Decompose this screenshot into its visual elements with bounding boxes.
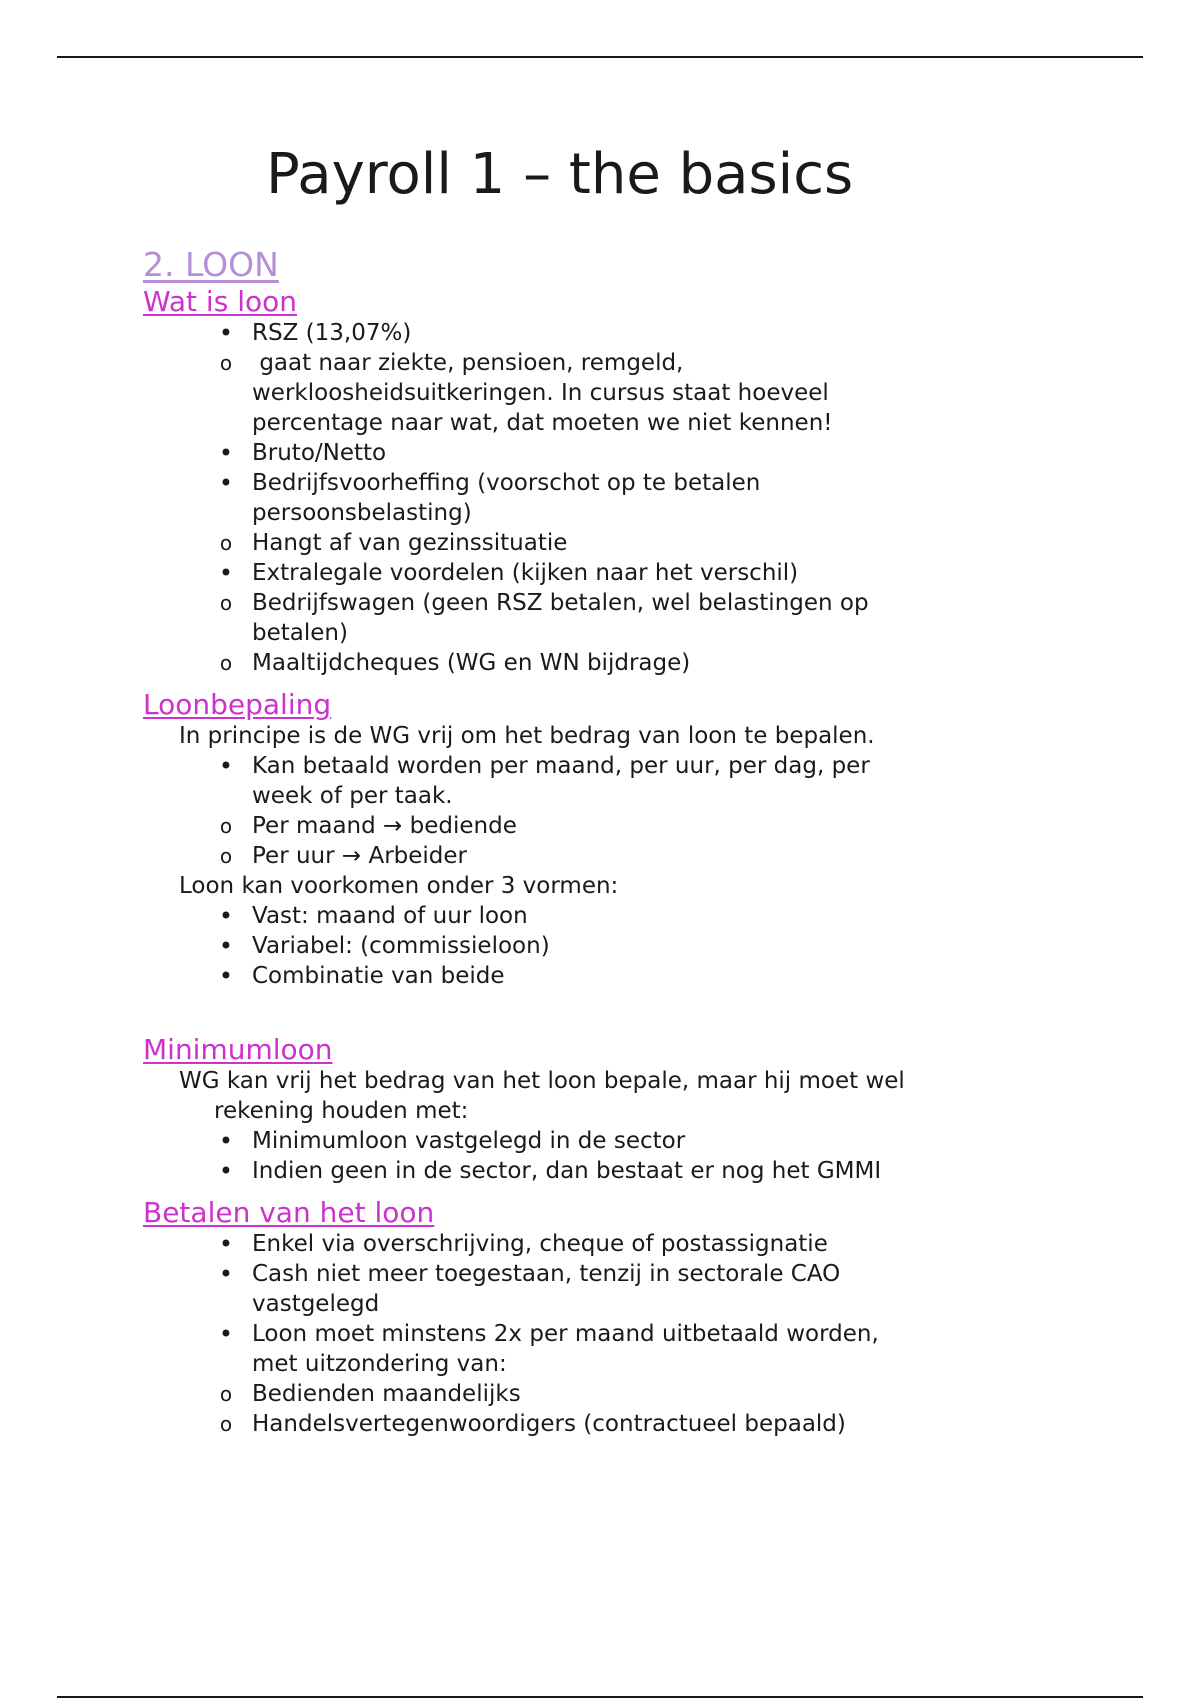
paragraph-loonbepaling-vormen: Loon kan voorkomen onder 3 vormen:	[179, 873, 619, 899]
list-item-text: Bedienden maandelijks	[252, 1381, 521, 1407]
sub-bullet-icon: o	[219, 844, 233, 868]
bullet-icon: •	[218, 1127, 234, 1155]
list-item	[143, 751, 923, 811]
list-item-text: Loon moet minstens 2x per maand uitbetaald worden, met uitzondering van:	[252, 1321, 887, 1377]
list-item-text: Per maand → bediende	[252, 813, 517, 839]
list-item	[143, 1126, 923, 1156]
list-minimumloon	[143, 1126, 923, 1186]
paragraph-loonbepaling-intro: In principe is de WG vrij om het bedrag van loon te bepalen.	[179, 723, 875, 749]
list-item	[143, 1319, 923, 1379]
list-item-text: Cash niet meer toegestaan, tenzij in sectorale CAO vastgelegd	[252, 1261, 848, 1317]
list-item-text: Bedrijfswagen (geen RSZ betalen, wel belastingen op betalen)	[252, 590, 876, 646]
list-item	[143, 1229, 923, 1259]
list-item	[143, 1259, 923, 1319]
bullet-icon: •	[218, 932, 234, 960]
list-item-text: Kan betaald worden per maand, per uur, per dag, per week of per taak.	[252, 753, 878, 809]
list-item-text: Minimumloon vastgelegd in de sector	[252, 1128, 686, 1154]
list-item-text: Extralegale voordelen (kijken naar het verschil)	[252, 560, 799, 586]
sub-bullet-icon: o	[219, 1412, 233, 1436]
footer-rule	[57, 1696, 1143, 1698]
list-item	[143, 901, 923, 931]
sub-bullet-icon: o	[219, 591, 233, 615]
bullet-icon: •	[218, 752, 234, 780]
list-item	[143, 931, 923, 961]
list-item	[143, 1379, 923, 1409]
sub-bullet-icon: o	[219, 1382, 233, 1406]
list-item	[143, 528, 923, 558]
list-item-text: Vast: maand of uur loon	[252, 903, 528, 929]
list-item-text: Handelsvertegenwoordigers (contractueel bepaald)	[252, 1411, 846, 1437]
list-item	[143, 648, 923, 678]
section-loonbepaling	[143, 688, 923, 991]
list-item	[143, 438, 923, 468]
page-title: Payroll 1 – the basics	[266, 142, 854, 207]
list-item-text: Variabel: (commissieloon)	[252, 933, 550, 959]
list-item-text: RSZ (13,07%)	[252, 320, 412, 346]
paragraph-minimumloon-intro: WG kan vrij het bedrag van het loon bepale, maar hij moet wel rekening houden met:	[179, 1068, 905, 1124]
section-wat-is-loon	[143, 285, 923, 678]
list-item-text: Bruto/Netto	[252, 440, 387, 466]
list-item	[143, 1156, 923, 1186]
section-betalen	[143, 1196, 923, 1439]
list-item-text: Bedrijfsvoorheffing (voorschot op te betalen persoonsbelasting)	[252, 470, 768, 526]
section-minimumloon	[143, 1033, 923, 1186]
bullet-icon: •	[218, 1320, 234, 1348]
sub-bullet-icon: o	[219, 651, 233, 675]
bullet-icon: •	[218, 1230, 234, 1258]
sub-bullet-icon: o	[219, 351, 233, 375]
document-body	[143, 245, 923, 1439]
bullet-icon: •	[218, 559, 234, 587]
list-item	[143, 558, 923, 588]
section-heading-loonbepaling: Loonbepaling	[143, 688, 332, 721]
bullet-icon: •	[218, 1260, 234, 1288]
list-item	[143, 841, 923, 871]
list-betalen	[143, 1229, 923, 1439]
list-item	[143, 588, 923, 648]
section-heading-betalen: Betalen van het loon	[143, 1196, 435, 1229]
list-item-text: gaat naar ziekte, pensioen, remgeld, werkloosheidsuitkeringen. In cursus staat hoeveel percentage naar wat, dat moeten we niet kennen!	[252, 350, 837, 436]
section-heading-minimumloon: Minimumloon	[143, 1033, 333, 1066]
list-item	[143, 468, 923, 528]
list-loonvormen	[143, 901, 923, 991]
bullet-icon: •	[218, 439, 234, 467]
bullet-icon: •	[218, 319, 234, 347]
list-item	[143, 1409, 923, 1439]
list-item-text: Enkel via overschrijving, cheque of postassignatie	[252, 1231, 828, 1257]
chapter-heading: 2. LOON	[143, 245, 279, 284]
list-item-text: Indien geen in de sector, dan bestaat er nog het GMMI	[252, 1158, 882, 1184]
sub-bullet-icon: o	[219, 814, 233, 838]
list-item-text: Hangt af van gezinssituatie	[252, 530, 568, 556]
section-heading-wat-is-loon: Wat is loon	[143, 285, 297, 318]
list-loonbepaling	[143, 751, 923, 871]
list-wat-is-loon	[143, 318, 923, 678]
sub-bullet-icon: o	[219, 531, 233, 555]
header-rule	[57, 56, 1143, 58]
list-item	[143, 348, 923, 438]
list-item-text: Maaltijdcheques (WG en WN bijdrage)	[252, 650, 691, 676]
bullet-icon: •	[218, 1157, 234, 1185]
list-item-text: Per uur → Arbeider	[252, 843, 468, 869]
bullet-icon: •	[218, 469, 234, 497]
list-item	[143, 318, 923, 348]
bullet-icon: •	[218, 902, 234, 930]
bullet-icon: •	[218, 962, 234, 990]
list-item	[143, 811, 923, 841]
list-item	[143, 961, 923, 991]
list-item-text: Combinatie van beide	[252, 963, 505, 989]
